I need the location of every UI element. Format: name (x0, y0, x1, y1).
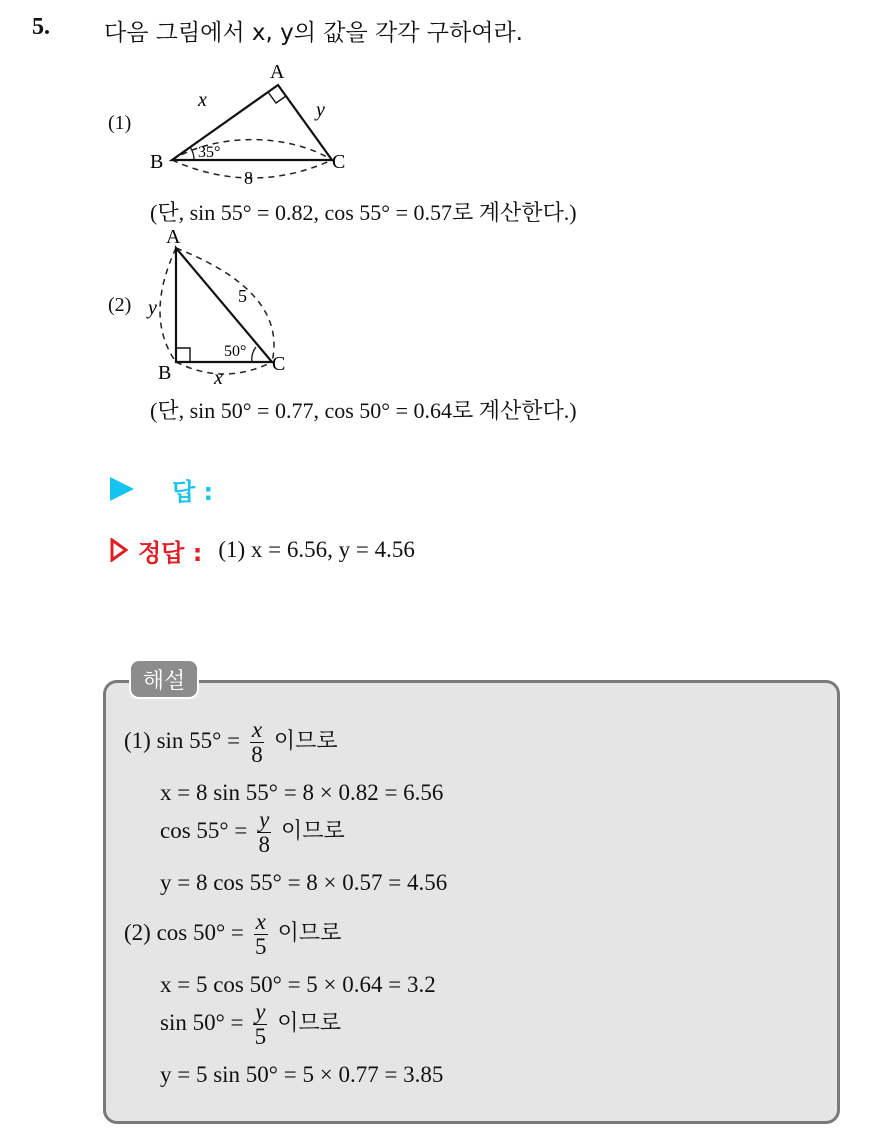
figure1-vertex-a: A (270, 61, 285, 83)
fraction (257, 808, 271, 857)
explanation-p1-line2: x = 8 sin 55° = 8 × 0.82 = 6.56 (160, 780, 444, 805)
fraction-numerator: x (251, 717, 263, 742)
explanation-p1-line1-left: sin 55° = (156, 727, 241, 753)
explanation-p2-line2: x = 5 cos 50° = 5 × 0.64 = 3.2 (160, 972, 436, 997)
figure2-arc-left (160, 248, 176, 362)
explanation-p2-label: (2) (124, 919, 151, 945)
fraction-numerator: x (255, 909, 266, 934)
explanation-p2-line1-right: 이므로 (277, 920, 342, 946)
figure2-side-y: y (148, 297, 157, 319)
explanation-p2-line3 (160, 1000, 341, 1049)
explanation-p1-label: (1) (124, 727, 151, 753)
solution-label: 정답 : (138, 538, 203, 567)
fraction-denominator: 5 (255, 934, 267, 959)
figure2-vertex-a: A (166, 226, 181, 248)
figure2-angle-arc (252, 347, 256, 362)
fraction-denominator: 8 (258, 832, 270, 857)
figure2-angle-label: 50° (224, 343, 247, 360)
figure1-side-x: x (198, 89, 207, 111)
figure1-vertex-c: C (332, 151, 346, 173)
figure2-note: (단, sin 50° = 0.77, cos 50° = 0.64로 계산한다.) (150, 398, 577, 423)
outline-triangle-icon (110, 538, 128, 562)
explanation-p1-line1-right: 이므로 (273, 728, 338, 754)
explanation-tag: 해설 (129, 659, 199, 699)
explanation-p1-line3-right: 이므로 (281, 818, 345, 844)
explanation-p2-line1-left: cos 50° = (156, 919, 244, 945)
fraction (253, 1000, 267, 1049)
question-number: 5. (32, 14, 50, 40)
play-triangle-icon (110, 477, 134, 501)
explanation-p2-line4: y = 5 sin 50° = 5 × 0.77 = 3.85 (160, 1062, 444, 1087)
figure1-angle-label: 35° (198, 144, 221, 161)
figure2-side-hyp: 5 (238, 286, 247, 306)
fraction-numerator: y (255, 999, 266, 1024)
fraction (254, 910, 268, 959)
fraction-numerator: y (259, 807, 270, 832)
figure1-label: (1) (108, 112, 132, 134)
question-text: 다음 그림에서 x, y의 값을 각각 구하여라. (104, 20, 523, 46)
solution-text: (1) x = 6.56, y = 4.56 (218, 537, 415, 562)
figure2-label: (2) (108, 294, 132, 316)
explanation-p1-line4: y = 8 cos 55° = 8 × 0.57 = 4.56 (160, 870, 448, 895)
solution-row (110, 532, 415, 568)
answer-row (110, 472, 213, 506)
answer-label: 답 : (172, 477, 214, 506)
figure1-side-y: y (316, 99, 325, 121)
explanation-p1-line1 (124, 718, 338, 767)
figure1-side-base: 8 (244, 168, 253, 188)
figure2-vertex-c: C (272, 353, 286, 375)
figure2-arc-bottom (176, 362, 272, 374)
figure2-right-angle-mark (176, 348, 190, 362)
figure1-vertex-b: B (150, 151, 164, 173)
figure2-triangle (140, 222, 310, 392)
explanation-p2-line3-left: sin 50° = (160, 1009, 244, 1035)
explanation-p2-line3-right: 이므로 (277, 1010, 341, 1036)
explanation-p1-line3 (160, 808, 345, 857)
figure1-triangle (140, 58, 370, 188)
figure1-note: (단, sin 55° = 0.82, cos 55° = 0.57로 계산한다.) (150, 200, 577, 225)
fraction-denominator: 8 (251, 742, 263, 767)
fraction (250, 718, 264, 767)
figure2-vertex-b: B (158, 362, 172, 384)
fraction-denominator: 5 (254, 1024, 267, 1049)
explanation-p1-line3-left: cos 55° = (160, 817, 248, 843)
explanation-p2-line1 (124, 910, 341, 959)
figure2-side-x: x (214, 367, 223, 389)
